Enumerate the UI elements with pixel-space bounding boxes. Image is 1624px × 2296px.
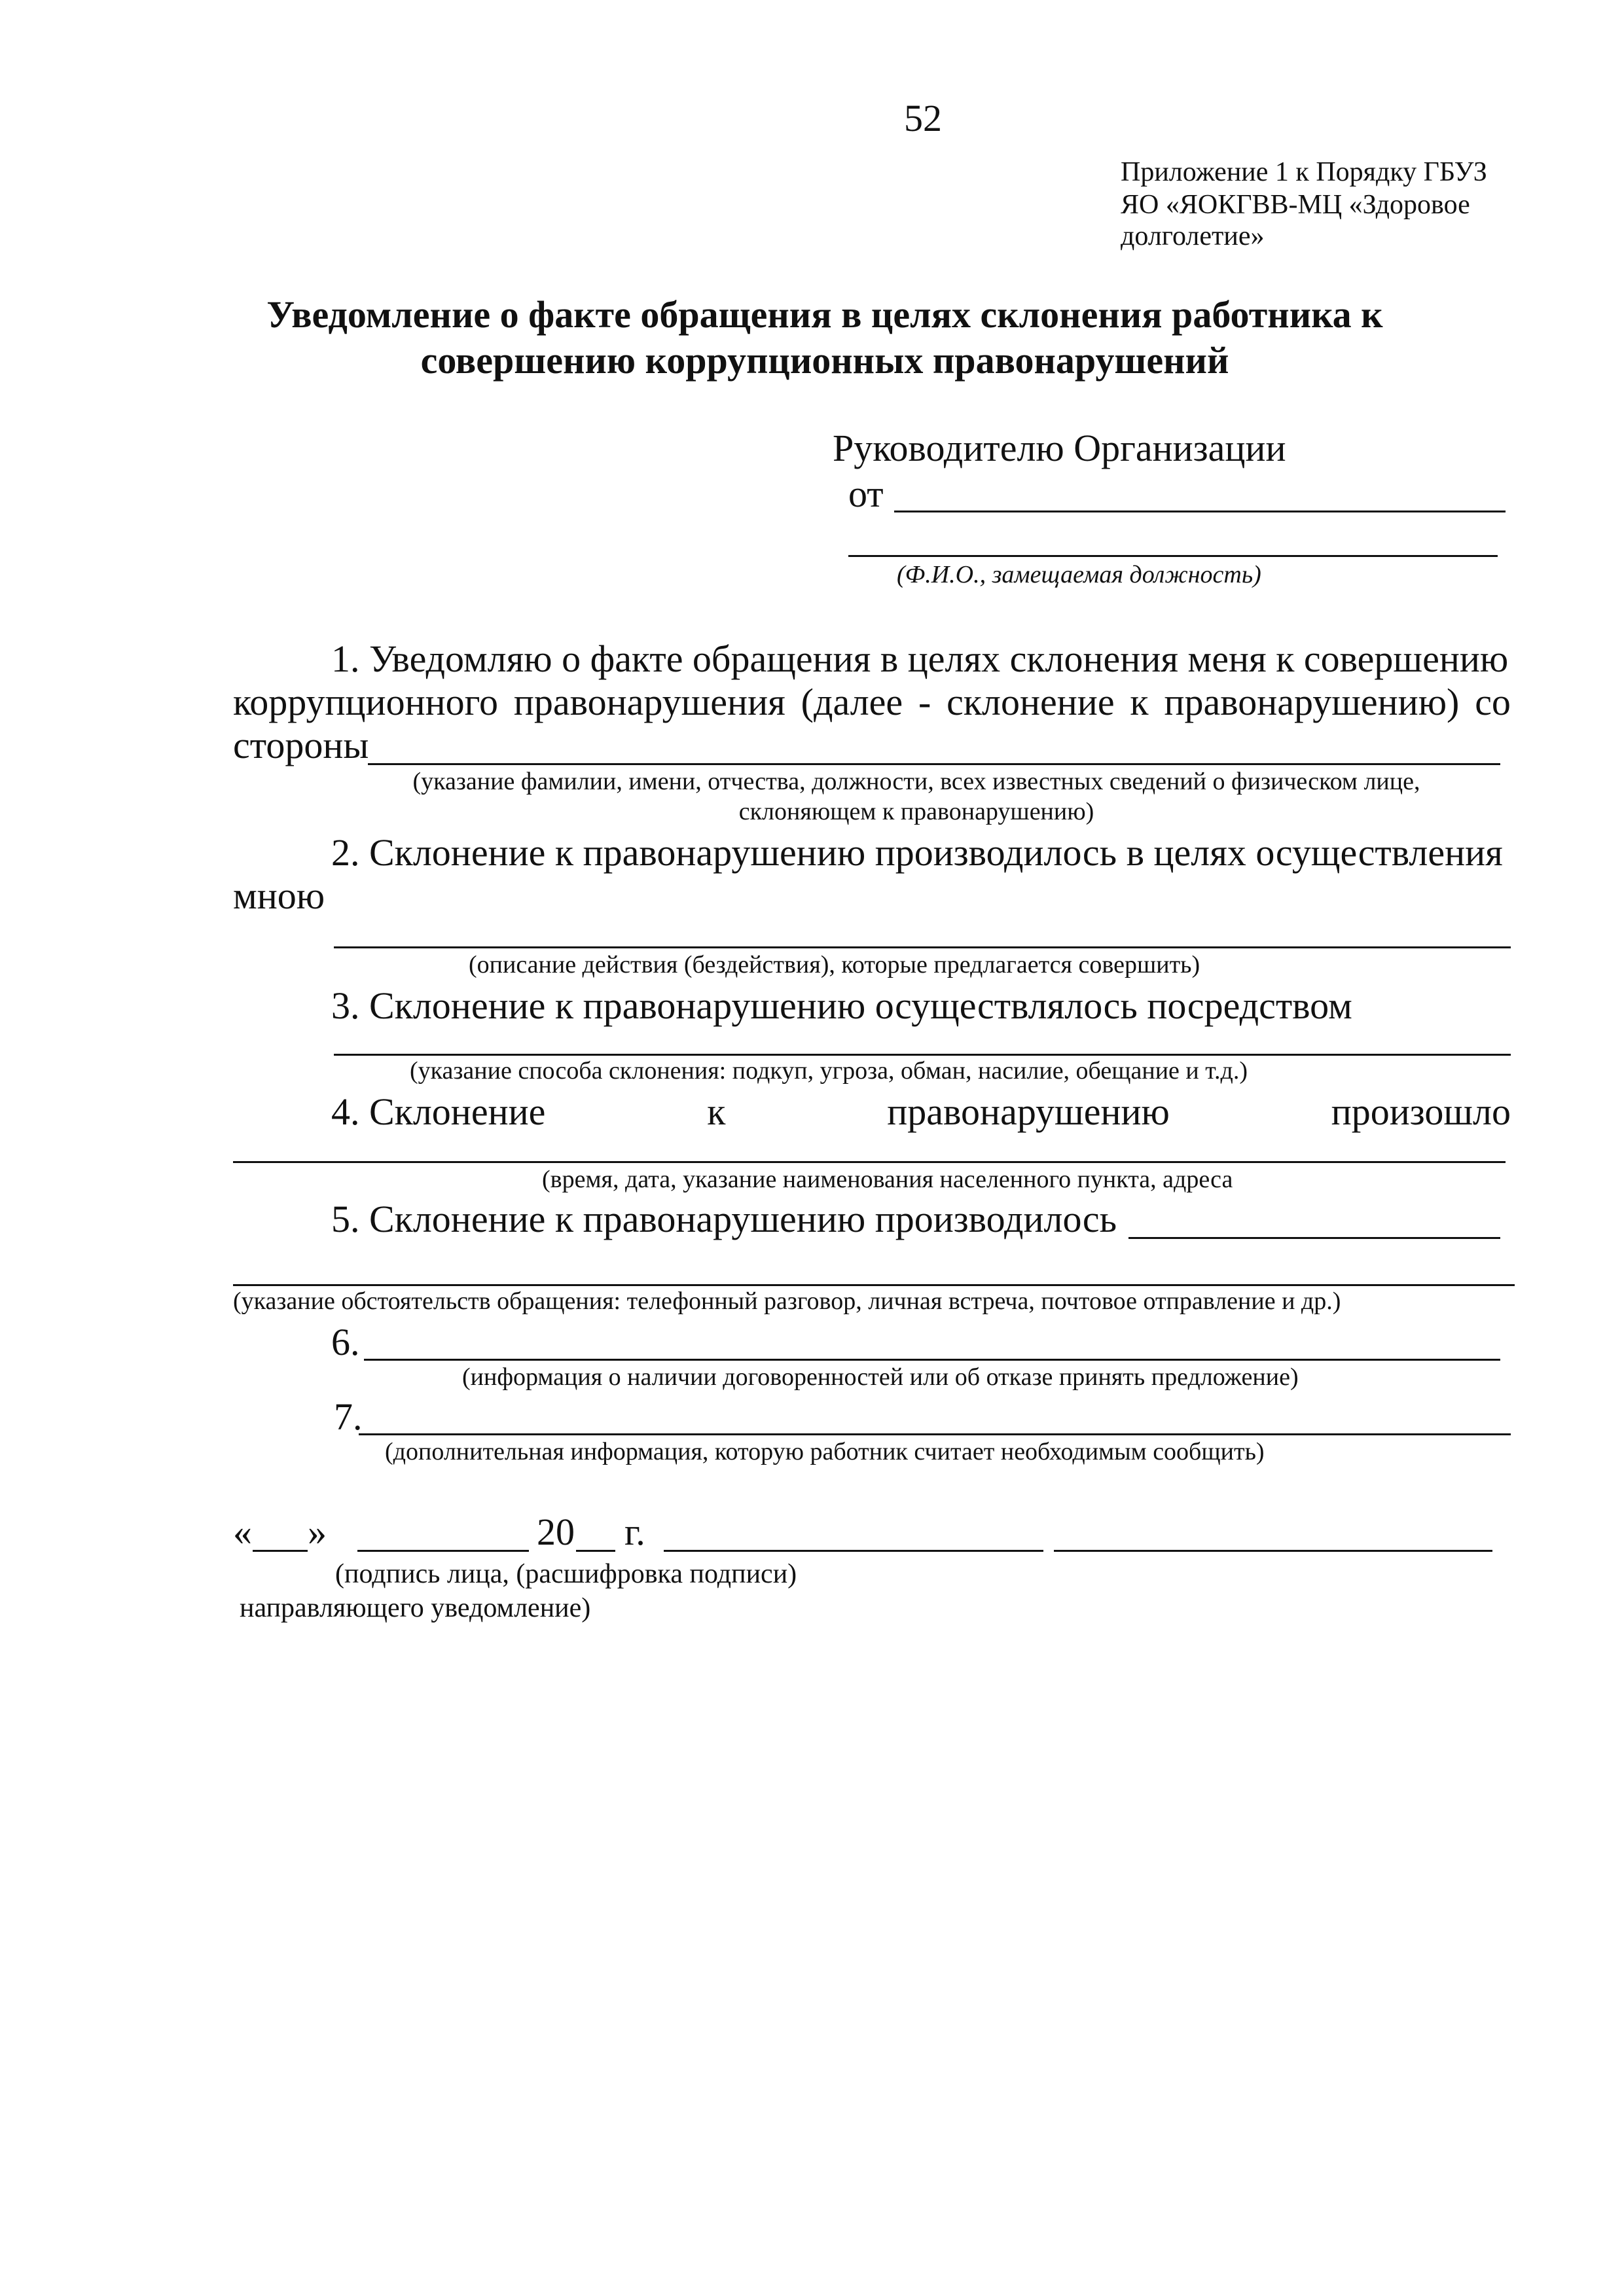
item-1-word: склонение (947, 681, 1115, 723)
signature-decryption-field[interactable] (1054, 1550, 1492, 1552)
item-3-line-1: 3. Склонение к правонарушению осуществлялось посредством (331, 984, 1352, 1027)
item-7-number: 7. (334, 1395, 363, 1438)
signature-hint-2: направляющего уведомление) (240, 1593, 591, 1623)
item-5-field[interactable] (233, 1284, 1515, 1286)
item-1-line-1: 1. Уведомляю о факте обращения в целях склонения меня к совершению (331, 637, 1509, 680)
addressee-to: Руководителю Организации (833, 427, 1286, 469)
item-5-line-1: 5. Склонение к правонарушению производилось (331, 1198, 1117, 1240)
date-month-field[interactable] (357, 1550, 529, 1552)
item-5-field-inline[interactable] (1128, 1237, 1500, 1239)
item-4-hint: (время, дата, указание наименования населенного пункта, адреса (542, 1166, 1233, 1193)
addressee-from-field[interactable] (894, 511, 1506, 512)
item-1-word: со (1475, 681, 1511, 723)
signature-hint-1: (подпись лица, (расшифровка подписи) (335, 1559, 797, 1589)
appendix-line-2: ЯО «ЯОКГВВ-МЦ «Здоровое (1121, 190, 1470, 220)
date-year-prefix: 20 (537, 1511, 575, 1553)
date-day-field[interactable] (253, 1550, 308, 1552)
item-5-hint: (указание обстоятельств обращения: телефонный разговор, личная встреча, почтовое отправление и др.) (233, 1287, 1341, 1315)
item-4-word: правонарушению (887, 1090, 1170, 1133)
item-1-hint-1: (указание фамилии, имени, отчества, должности, всех известных сведений о физическом лице, (412, 768, 1420, 795)
item-7-hint: (дополнительная информация, которую работник считает необходимым сообщить) (385, 1438, 1265, 1465)
item-4-field[interactable] (233, 1161, 1506, 1163)
item-4-line-1 (331, 1089, 1511, 1135)
page-number: 52 (904, 97, 942, 139)
item-2-field[interactable] (334, 946, 1511, 948)
date-close-quote: » (308, 1511, 327, 1553)
item-2-hint: (описание действия (бездействия), которые предлагается совершить) (469, 951, 1200, 978)
signature-field[interactable] (664, 1550, 1043, 1552)
addressee-from-field-2[interactable] (848, 555, 1498, 557)
item-1-line-3: стороны (233, 724, 369, 766)
appendix-line-3: долголетие» (1121, 221, 1265, 251)
item-1-word: коррупционного (233, 681, 499, 723)
item-1-word: к (1130, 681, 1149, 723)
item-2-line-2: мною (233, 874, 325, 917)
item-1-line-2 (233, 679, 1511, 725)
item-6-number: 6. (331, 1321, 360, 1363)
appendix-line-1: Приложение 1 к Порядку ГБУЗ (1121, 157, 1487, 187)
item-6-field[interactable] (364, 1359, 1500, 1361)
date-year-suffix: г. (624, 1511, 645, 1553)
date-year-field[interactable] (576, 1550, 615, 1552)
item-1-hint-2: склоняющем к правонарушению) (738, 798, 1094, 825)
item-3-field[interactable] (334, 1054, 1511, 1056)
item-3-hint: (указание способа склонения: подкуп, угроза, обман, насилие, обещание и т.д.) (410, 1057, 1248, 1085)
date-open-quote: « (233, 1511, 252, 1553)
item-4-word: к (707, 1090, 726, 1133)
addressee-from-label: от (848, 473, 884, 515)
item-2-line-1: 2. Склонение к правонарушению производилось в целях осуществления (331, 831, 1503, 874)
document-title-line-2: совершению коррупционных правонарушений (420, 339, 1229, 382)
item-6-hint: (информация о наличии договоренностей или об отказе принять предложение) (462, 1363, 1299, 1391)
item-1-word: правонарушения (513, 681, 785, 723)
item-1-field[interactable] (368, 763, 1500, 765)
addressee-hint: (Ф.И.О., замещаемая должность) (897, 561, 1261, 588)
item-1-word: - (918, 681, 931, 723)
item-1-word: (далее (801, 681, 903, 723)
item-1-word: правонарушению) (1164, 681, 1460, 723)
item-7-field[interactable] (359, 1433, 1511, 1435)
item-4-word: 4. Склонение (331, 1090, 546, 1133)
document-title-line-1: Уведомление о факте обращения в целях склонения работника к (266, 293, 1383, 336)
item-4-word: произошло (1331, 1090, 1511, 1133)
